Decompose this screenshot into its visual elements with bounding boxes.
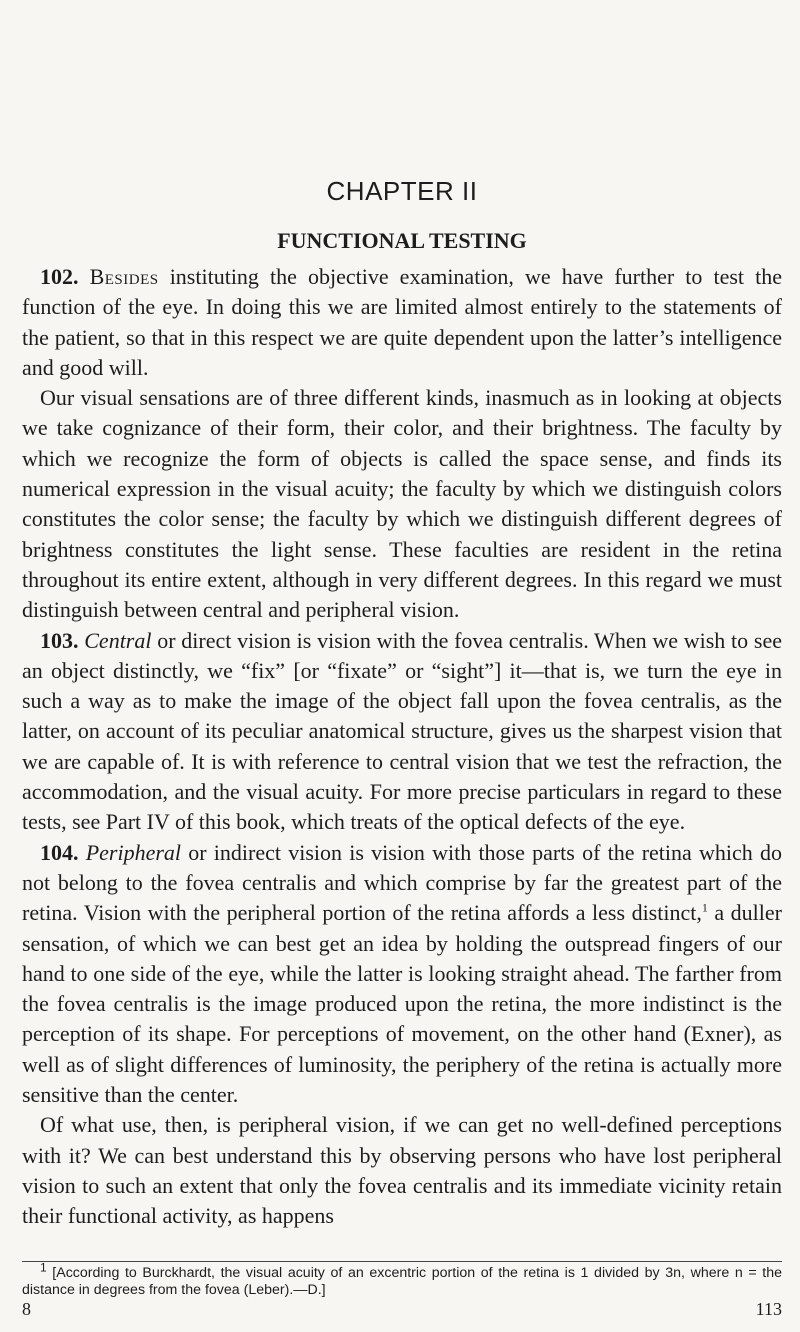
paragraph-102	[22, 262, 782, 383]
paragraph-lead: Besides	[89, 264, 159, 289]
footnote	[22, 1260, 782, 1299]
paragraph-number: 104.	[40, 839, 79, 865]
paragraph-text: or direct vision is vision with the fovea centralis. When we wish to see an object distinctly, we “fix” [or “fixate” or “sight”] it—that is, we turn the eye in such a way as to make the image of the object fall upon the fovea centralis, as the latter, on account of its peculiar anatomical structure, gives us the sharpest vision that we are capable of. It is with reference to central vision that we test the refraction, the accommodation, and the visual acuity. For more precise particulars in regard to these tests, see Part IV of this book, which treats of the optical defects of the eye.	[22, 627, 782, 835]
paragraph-text: Of what use, then, is peripheral vision, if we can get no well-defined perceptions with it? We can best understand this by observing persons who have lost peripheral vision to such an extent that only the fovea centralis and its immediate vicinity retain their functional activity, as happens	[22, 1112, 782, 1229]
footnote-mark: 1	[40, 1260, 47, 1275]
paragraph-text: Our visual sensations are of three different kinds, inasmuch as in looking at objects we take cognizance of their form, their color, and their brightness. The faculty by which we recognize the form of objects is called the space sense, and finds its numerical expression in the visual acuity; the faculty by which we distinguish colors constitutes the color sense; the faculty by which we distinguish different degrees of brightness constitutes the light sense. These faculties are resident in the retina throughout its entire extent, although in very different degrees. In this regard we must distinguish between central and peripheral vision.	[22, 385, 782, 623]
section-title: FUNCTIONAL TESTING	[277, 228, 527, 253]
footnote-reference[interactable]: 1	[701, 900, 708, 915]
paragraph-text: instituting the objective examination, we have further to test the function of the eye. In doing this we are limited almost entirely to the statements of the patient, so that in this respect we are quite dependent upon the latter’s intelligence and good will.	[22, 264, 782, 380]
paragraph-lead: Central	[84, 627, 152, 653]
page-number: 113	[755, 1299, 782, 1319]
paragraph-104	[22, 838, 782, 1111]
paragraph-number: 103.	[40, 627, 79, 653]
paragraph-104-continued	[22, 1110, 782, 1231]
signature-mark: 8	[22, 1299, 31, 1319]
paragraph-103	[22, 626, 782, 838]
paragraph-number: 102.	[40, 264, 79, 289]
paragraph-text: a duller sensation, of which we can best get an idea by holding the outspread fingers of our hand to one side of the eye, while the latter is looking straight ahead. The farther from the fovea centralis is the image produced upon the retina, the more indistinct is the perception of its shape. For perceptions of movement, on the other hand (Exner), as well as of slight differences of luminosity, the periphery of the retina is actually more sensitive than the center.	[22, 900, 782, 1108]
footnote-divider	[22, 1261, 782, 1262]
paragraph-lead: Peripheral	[85, 839, 182, 865]
paragraph-text: or indirect vision is vision with those parts of the retina which do not belong to the fovea centralis and which comprise by far the greatest part of the retina. Vision with the peripheral portion of the retina affords a less distinct,	[22, 839, 782, 926]
chapter-heading: CHAPTER II	[326, 176, 478, 206]
footnote-text: [According to Burckhardt, the visual acuity of an excentric portion of the retina is 1 divided by 3n, where n = the distance in degrees from the fovea (Leber).—D.]	[22, 1265, 782, 1298]
paragraph-102-continued	[22, 383, 782, 625]
body-text	[22, 262, 782, 1232]
